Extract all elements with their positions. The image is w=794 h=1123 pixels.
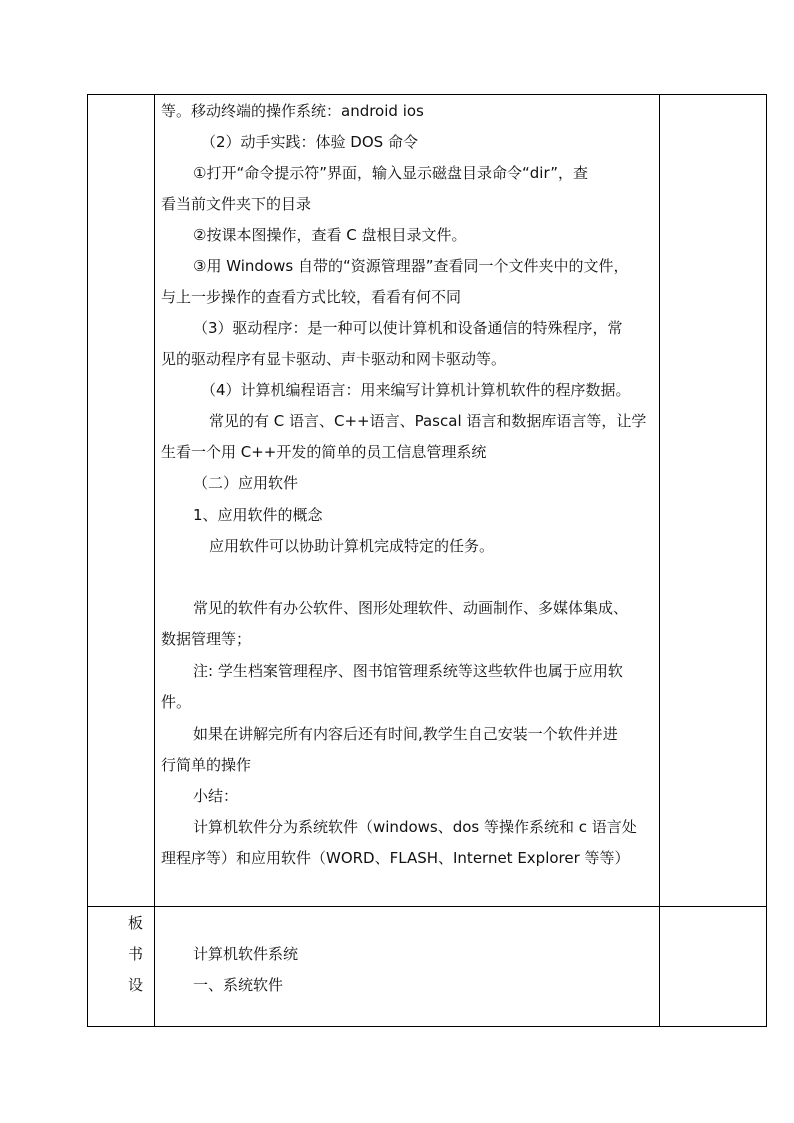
lesson-line: （4）计算机编程语言：用来编写计算机计算机软件的程序数据。 [201, 381, 631, 399]
board-line: 计算机软件系统 [193, 945, 299, 963]
table-top-border [87, 94, 767, 95]
lesson-line: 数据管理等； [161, 630, 252, 648]
board-side-char: 板 [128, 914, 144, 932]
lesson-line: 如果在讲解完所有内容后还有时间,教学生自己安装一个软件并进 [193, 725, 618, 743]
lesson-line: 看当前文件夹下的目录 [161, 195, 312, 213]
lesson-line: 等。移动终端的操作系统：android ios [161, 102, 424, 120]
lesson-line: 见的驱动程序有显卡驱动、声卡驱动和网卡驱动等。 [161, 350, 507, 368]
board-line: 一、系统软件 [193, 976, 284, 994]
lesson-line: 计算机软件分为系统软件（windows、dos 等操作系统和 c 语言处 [193, 818, 637, 836]
lesson-line: 小结： [193, 787, 239, 805]
lesson-line: ③用 Windows 自带的“资源管理器”查看同一个文件夹中的文件， [193, 257, 629, 275]
lesson-line: 理程序等）和应用软件（WORD、FLASH、Internet Explorer 等等） [161, 849, 630, 867]
lesson-line: （二）应用软件 [193, 474, 299, 492]
lesson-line: 常见的有 C 语言、C++语言、Pascal 语言和数据库语言等，让学 [209, 412, 647, 430]
lesson-line: 与上一步操作的查看方式比较，看看有何不同 [161, 288, 462, 306]
lesson-line: 1、应用软件的概念 [193, 506, 323, 524]
lesson-line: （2）动手实践：体验 DOS 命令 [201, 133, 418, 151]
lesson-line: 件。 [161, 693, 192, 711]
table-right-border [766, 94, 767, 1027]
board-side-char: 书 [128, 945, 144, 963]
table-bottom-border [87, 1026, 767, 1027]
table-col-divider-2 [659, 94, 660, 1027]
lesson-line: ①打开“命令提示符”界面，输入显示磁盘目录命令“dir”，查 [193, 164, 589, 182]
lesson-line: 行简单的操作 [161, 756, 252, 774]
table-left-border [87, 94, 88, 1027]
lesson-line: （3）驱动程序：是一种可以使计算机和设备通信的特殊程序，常 [193, 319, 623, 337]
lesson-line: 注: 学生档案管理程序、图书馆管理系统等这些软件也属于应用软 [193, 662, 623, 680]
board-side-char: 设 [128, 976, 144, 994]
lesson-line: 常见的软件有办公软件、图形处理软件、动画制作、多媒体集成、 [193, 599, 629, 617]
lesson-line: 应用软件可以协助计算机完成特定的任务。 [209, 537, 495, 555]
lesson-line: 生看一个用 C++开发的简单的员工信息管理系统 [161, 443, 487, 461]
lesson-line: ②按课本图操作，查看 C 盘根目录文件。 [193, 226, 467, 244]
table-row-divider [87, 906, 767, 907]
table-col-divider-1 [154, 94, 155, 1027]
